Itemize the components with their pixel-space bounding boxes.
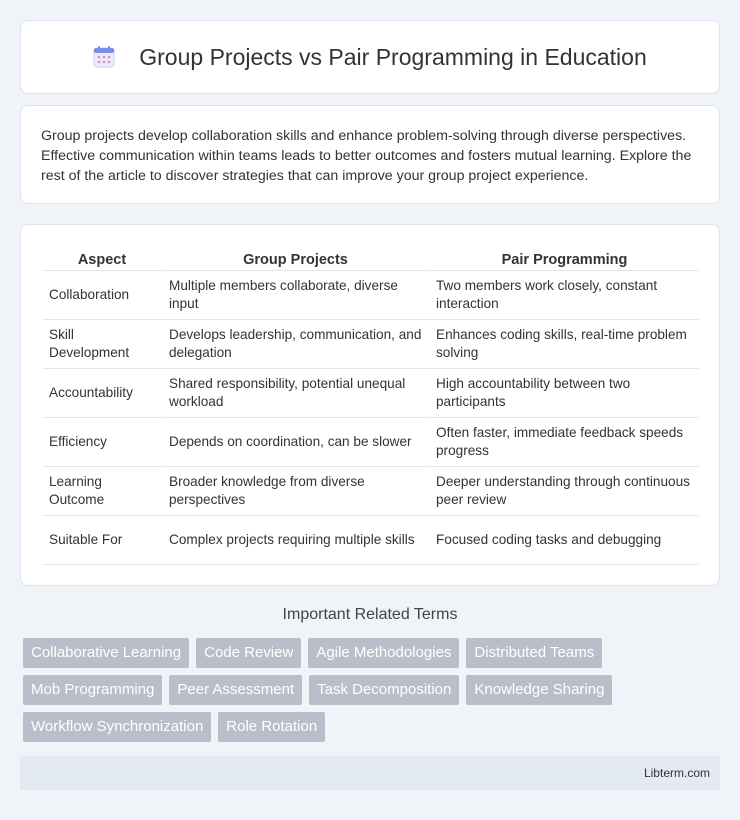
- intro-text: Group projects develop collaboration skills and enhance problem-solving through diverse perspectives. Effective communication within teams leads to better outcomes and fosters mutual learning. Explore the rest of the article to discover strategies that can improve your group project experience.: [41, 128, 692, 184]
- tag-collaborative-learning[interactable]: Collaborative Learning: [23, 638, 189, 668]
- title-card: [20, 20, 720, 94]
- cell-aspect: Suitable For: [43, 516, 163, 565]
- table-row: [43, 516, 699, 565]
- cell-group: Depends on coordination, can be slower: [163, 418, 430, 467]
- cell-pair: High accountability between two participants: [430, 369, 699, 418]
- footer-site-link[interactable]: Libterm.com: [643, 766, 710, 780]
- intro-card: [20, 105, 720, 204]
- table-header-row: [43, 245, 699, 271]
- table-row: [43, 418, 699, 467]
- tag-mob-programming[interactable]: Mob Programming: [23, 675, 162, 705]
- comparison-table: [43, 245, 699, 565]
- related-terms-list: [23, 638, 723, 742]
- cell-pair: Focused coding tasks and debugging: [430, 516, 699, 565]
- cell-aspect: Skill Development: [43, 320, 163, 369]
- table-row: [43, 271, 699, 320]
- header-pair-programming: Pair Programming: [430, 245, 699, 271]
- tag-knowledge-sharing[interactable]: Knowledge Sharing: [466, 675, 612, 705]
- cell-pair: Enhances coding skills, real-time problem solving: [430, 320, 699, 369]
- table-row: [43, 467, 699, 516]
- tag-code-review[interactable]: Code Review: [196, 638, 301, 668]
- cell-aspect: Efficiency: [43, 418, 163, 467]
- cell-aspect: Learning Outcome: [43, 467, 163, 516]
- tag-role-rotation[interactable]: Role Rotation: [218, 712, 325, 742]
- table-row: [43, 320, 699, 369]
- calendar-icon: [93, 46, 115, 68]
- cell-pair: Two members work closely, constant interaction: [430, 271, 699, 320]
- footer: [20, 756, 720, 790]
- cell-pair: Often faster, immediate feedback speeds progress: [430, 418, 699, 467]
- cell-group: Develops leadership, communication, and delegation: [163, 320, 430, 369]
- tag-workflow-synchronization[interactable]: Workflow Synchronization: [23, 712, 211, 742]
- comparison-card: [20, 224, 720, 586]
- header-group-projects: Group Projects: [163, 245, 430, 271]
- page-title: Group Projects vs Pair Programming in Education: [139, 43, 647, 70]
- cell-group: Broader knowledge from diverse perspectives: [163, 467, 430, 516]
- cell-group: Multiple members collaborate, diverse input: [163, 271, 430, 320]
- cell-pair: Deeper understanding through continuous peer review: [430, 467, 699, 516]
- table-row: [43, 369, 699, 418]
- cell-group: Shared responsibility, potential unequal workload: [163, 369, 430, 418]
- cell-aspect: Collaboration: [43, 271, 163, 320]
- header-aspect: Aspect: [43, 245, 163, 271]
- tag-task-decomposition[interactable]: Task Decomposition: [309, 675, 459, 705]
- related-terms-title: Important Related Terms: [282, 606, 458, 623]
- cell-aspect: Accountability: [43, 369, 163, 418]
- tag-peer-assessment[interactable]: Peer Assessment: [169, 675, 302, 705]
- tag-agile-methodologies[interactable]: Agile Methodologies: [308, 638, 459, 668]
- cell-group: Complex projects requiring multiple skills: [163, 516, 430, 565]
- tag-distributed-teams[interactable]: Distributed Teams: [466, 638, 602, 668]
